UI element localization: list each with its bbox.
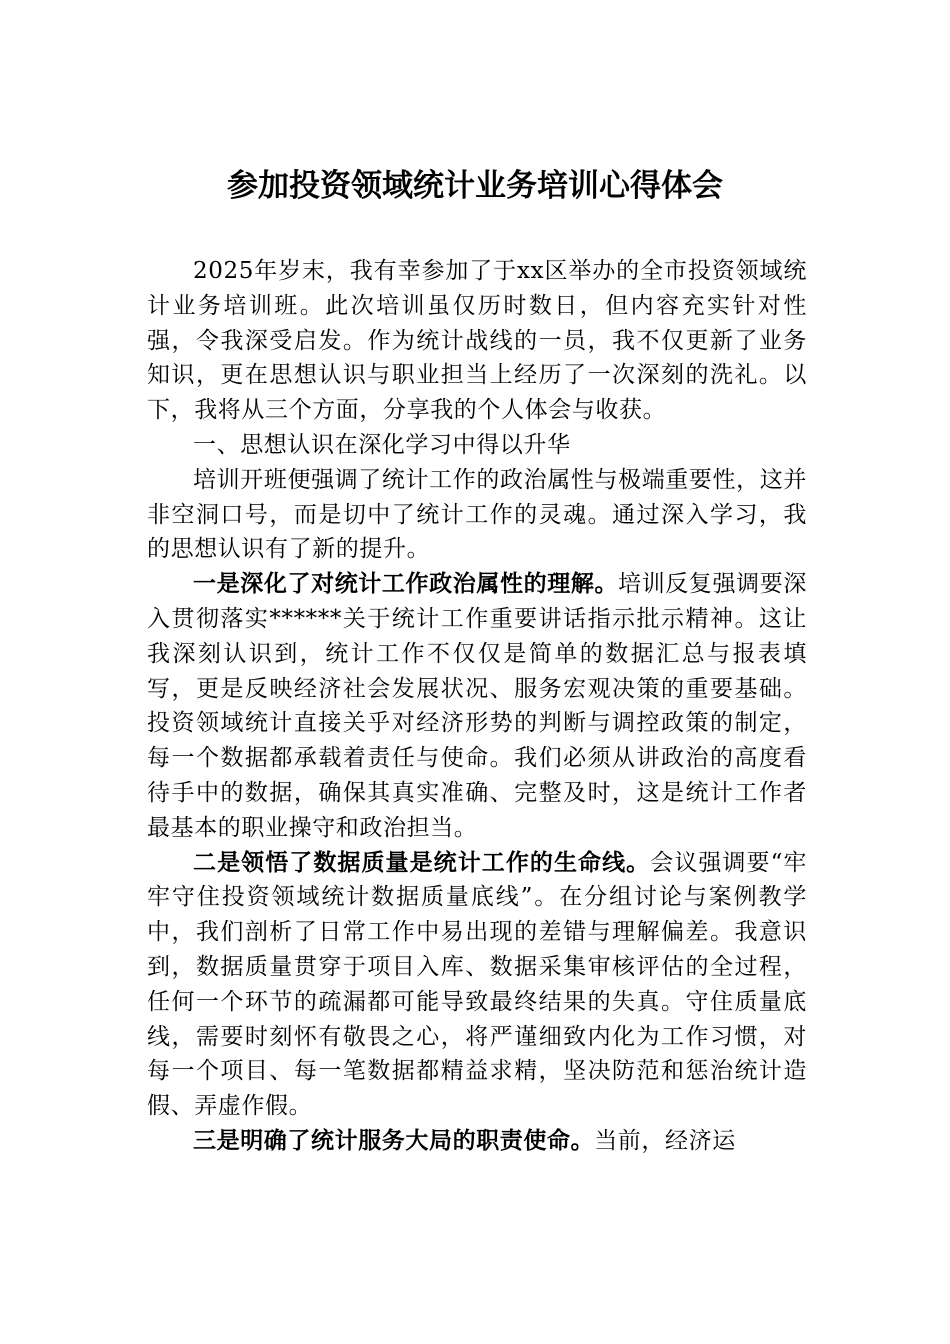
- point-1-lead: 一是深化了对统计工作政治属性的理解。: [193, 570, 619, 598]
- section-heading-1: 一、思想认识在深化学习中得以升华: [193, 431, 571, 458]
- point-1-text: 培训反复强调要深入贯彻落实******关于统计工作重要讲话指示批示精神。这让我深刻认识到，统计工作不仅仅是简单的数据汇总与报表填写，更是反映经济社会发展状况、服务宏观决策的重要基础。投资领域统计直接关乎对经济形势的判断与调控政策的制定，每一个数据都承载着责任与使命。我们必须从讲政治的高度看待手中的数据，确保其真实准确、完整及时，这是统计工作者最基本的职业操守和政治担当。: [147, 571, 807, 841]
- document-title: 参加投资领域统计业务培训心得体会: [227, 168, 723, 204]
- point-3-paragraph: [147, 1124, 807, 1159]
- point-2-lead: 二是领悟了数据质量是统计工作的生命线。: [193, 848, 651, 876]
- point-2-text: 会议强调要“牢牢守住投资领域统计数据质量底线”。在分组讨论与案例教学中，我们剖析了日常工作中易出现的差错与理解偏差。我意识到，数据质量贯穿于项目入库、数据采集审核评估的全过程，任何一个环节的疏漏都可能导致最终结果的失真。守住质量底线，需要时刻怀有敬畏之心，将严谨细致内化为工作习惯，对每一个项目、每一笔数据都精益求精，坚决防范和惩治统计造假、弄虚作假。: [147, 849, 807, 1120]
- point-2-paragraph: [147, 846, 807, 1124]
- document-body: [147, 254, 807, 1159]
- intro-paragraph: 2025年岁末，我有幸参加了于xx区举办的全市投资领域统计业务培训班。此次培训虽仅历时数日，但内容充实针对性强，令我深受启发。作为统计战线的一员，我不仅更新了业务知识，更在思想认识与职业担当上经历了一次深刻的洗礼。以下，我将从三个方面，分享我的个人体会与收获。: [147, 258, 807, 424]
- point-3-text: 当前，经济运: [594, 1127, 736, 1154]
- point-3-lead: 三是明确了统计服务大局的职责使命。: [193, 1126, 595, 1154]
- section1-intro-paragraph: 培训开班便强调了统计工作的政治属性与极端重要性，这并非空洞口号，而是切中了统计工作的灵魂。通过深入学习，我的思想认识有了新的提升。: [147, 466, 807, 563]
- point-1-paragraph: [147, 567, 807, 845]
